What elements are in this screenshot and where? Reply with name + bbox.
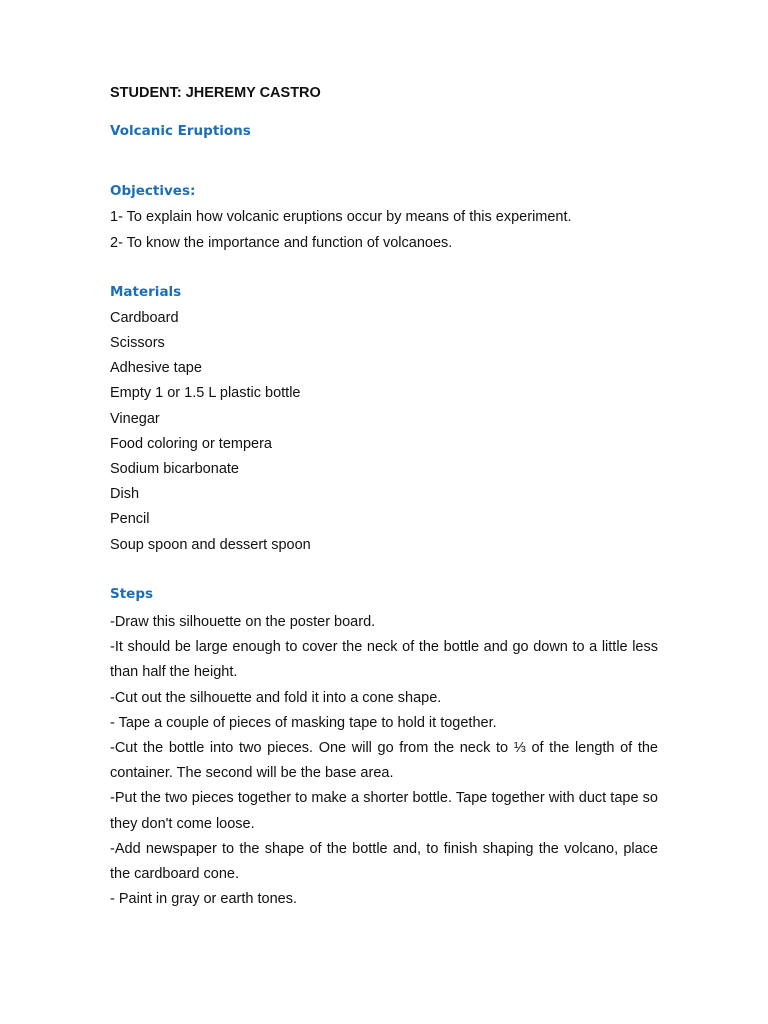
objective-item: 2- To know the importance and function of volcanoes. (110, 235, 453, 251)
step-item: -Add newspaper to the shape of the bottle and, to finish shaping the volcano, place the cardboard cone. (110, 840, 658, 883)
material-item: Empty 1 or 1.5 L plastic bottle (110, 385, 301, 401)
step-item: - Tape a couple of pieces of masking tape to hold it together. (110, 714, 497, 731)
material-item: Soup spoon and dessert spoon (110, 537, 311, 553)
step-item: -Cut out the silhouette and fold it into a cone shape. (110, 689, 442, 706)
steps-list (110, 610, 658, 912)
material-item: Vinegar (110, 411, 160, 427)
objectives-heading: Objectives: (110, 183, 196, 199)
step-item: -Cut the bottle into two pieces. One will go from the neck to ⅓ of the length of the container. The second will be the base area. (110, 740, 658, 782)
material-item: Scissors (110, 335, 165, 351)
material-item: Dish (110, 486, 140, 502)
steps-heading: Steps (110, 586, 154, 602)
student-name: STUDENT: JHEREMY CASTRO (110, 85, 321, 101)
material-item: Pencil (110, 511, 150, 527)
step-item: -Draw this silhouette on the poster board. (110, 614, 376, 630)
step-item: - Paint in gray or earth tones. (110, 891, 297, 908)
objective-item: 1- To explain how volcanic eruptions occur by means of this experiment. (110, 209, 572, 225)
material-item: Cardboard (110, 310, 179, 326)
step-item: -It should be large enough to cover the neck of the bottle and go down to a little less than half the height. (110, 639, 658, 681)
step-item: -Put the two pieces together to make a shorter bottle. Tape together with duct tape so they don't come loose. (110, 790, 658, 832)
document-title: Volcanic Eruptions (110, 123, 251, 139)
material-item: Food coloring or tempera (110, 436, 272, 452)
material-item: Adhesive tape (110, 360, 202, 376)
materials-heading: Materials (110, 284, 182, 300)
material-item: Sodium bicarbonate (110, 461, 239, 477)
